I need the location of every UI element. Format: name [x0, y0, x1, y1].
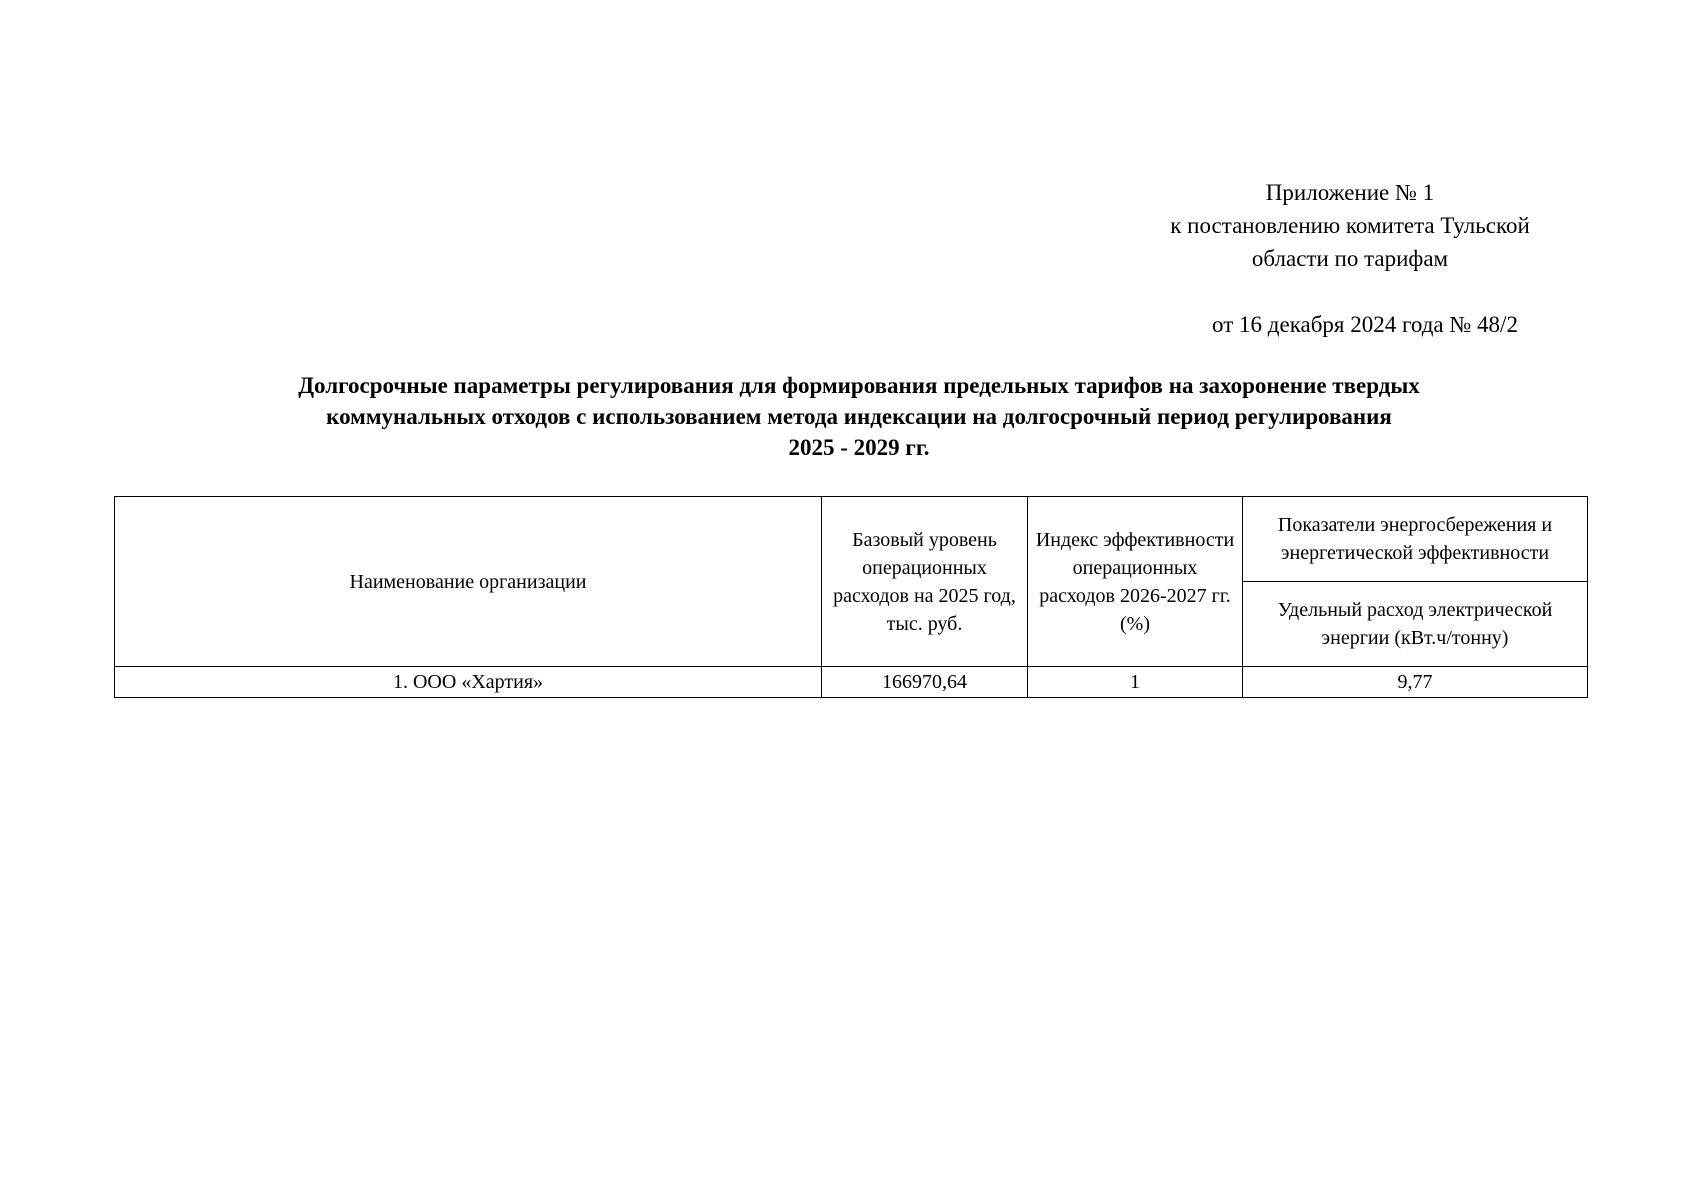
appendix-committee-line: области по тарифам	[1251, 246, 1449, 271]
document-title	[114, 370, 1604, 463]
header-organization-name: Наименование организации	[115, 497, 822, 667]
regulation-parameters-table	[114, 496, 1588, 698]
cell-organization: 1. ООО «Хартия»	[115, 667, 822, 698]
header-base-cost-text: Базовый уровень операционных расходов на 2025 год, тыс. руб.	[833, 528, 1016, 635]
title-line-2: коммунальных отходов с использованием метода индексации на долгосрочный период регулирования	[326, 404, 1392, 429]
title-line-3: 2025 - 2029 гг.	[788, 435, 930, 460]
header-base-cost	[822, 497, 1028, 667]
appendix-header	[1100, 176, 1600, 341]
title-line-1: Долгосрочные параметры регулирования для формирования предельных тарифов на захоронение твердых	[298, 373, 1420, 398]
header-efficiency-index	[1028, 497, 1243, 667]
cell-efficiency-index: 1	[1028, 667, 1243, 698]
cell-base-cost: 166970,64	[822, 667, 1028, 698]
header-energy-indicators: Показатели энергосбережения и энергетической эффективности	[1243, 497, 1588, 582]
appendix-label: Приложение № 1	[1265, 180, 1435, 205]
table-row	[115, 667, 1588, 698]
resolution-date: от 16 декабря 2024 года № 48/2	[1212, 312, 1518, 337]
cell-specific-electricity: 9,77	[1243, 667, 1588, 698]
header-specific-electricity: Удельный расход электрической энергии (кВт.ч/тонну)	[1243, 582, 1588, 667]
appendix-resolution-line: к постановлению комитета Тульской	[1170, 213, 1530, 238]
header-efficiency-index-text: Индекс эффективности операционных расходов 2026-2027 гг. (%)	[1035, 528, 1235, 635]
